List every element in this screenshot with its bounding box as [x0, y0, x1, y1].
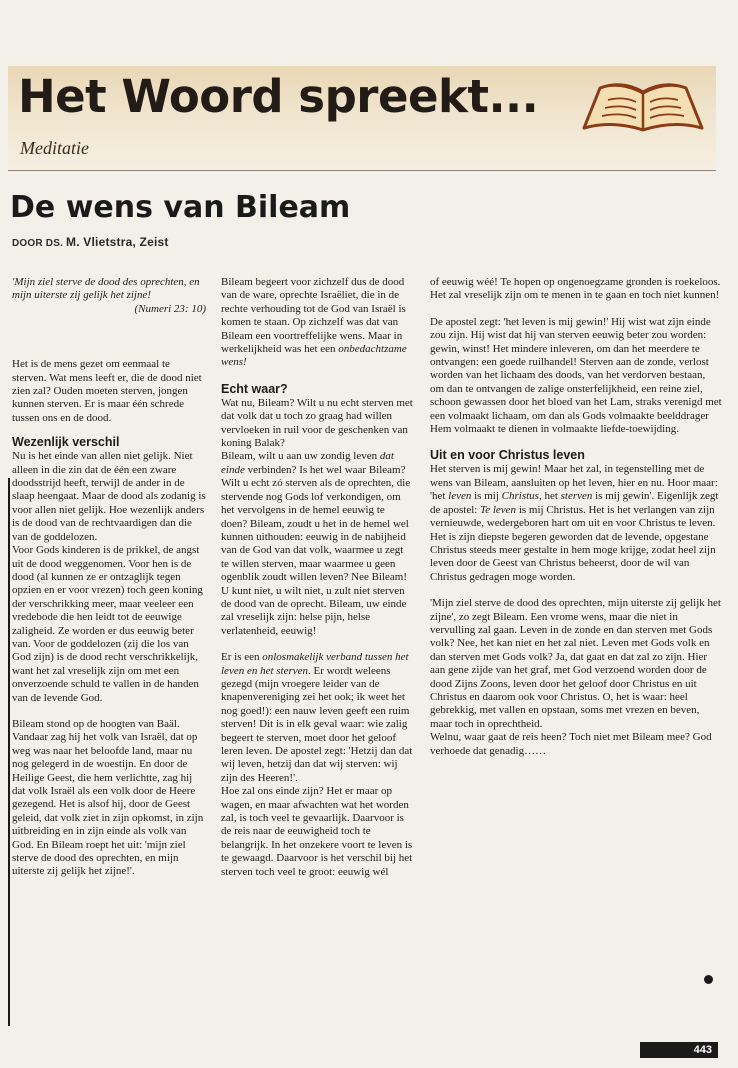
- paragraph: Bileam, wilt u aan uw zondig leven dat einde verbinden? Is het wel waar Bileam? Wilt u echt zó sterven als de oprechten, die stervende nog Gods lof verkondigen, om het vervolgens in de hemel eeuwig te doen? Bileam, zoudt u het in de hemel wel kunnen uithouden: eeuwig in de nabijheid van de God van dat volk, waarmee u zegt te willen sterven, maar waarmee u geen ogenblik zoudt willen leven? Nee Bileam! U kunt niet, u wilt niet, u zult niet sterven de dood van de oprecht. Bileam, uw einde zal vreselijk zijn: helse pijn, helse verlatenheid, eeuwig!: [221, 450, 411, 637]
- banner-divider: [8, 170, 716, 171]
- paragraph: Nu is het einde van allen niet gelijk. Niet alleen in die zin dat de één een zware doodsstrijd heeft, terwijl de ander in de slaap heengaat. Maar de dood als zodanig is voor allen niet gelijk. Hoe wezenlijk anders is de dood van de rechtvaardigen dan die van de goddelozen.: [12, 450, 206, 543]
- paragraph: of eeuwig wéé! Te hopen op ongenoegzame gronden is roekeloos. Het zal vreselijk zijn om te menen in te gaan en toch niet kunnen!: [430, 276, 721, 302]
- epigraph-quote: 'Mijn ziel sterve de dood des oprechten, en mijn uiterste zij gelijk het zijne!: [12, 276, 200, 302]
- article-title: De wens van Bileam: [10, 190, 351, 225]
- text-column-2: [221, 276, 413, 879]
- column-title: Het Woord spreekt...: [18, 70, 539, 123]
- end-of-article-bullet: [704, 975, 713, 984]
- section-heading-wezenlijk-verschil: Wezenlijk verschil: [12, 435, 120, 450]
- page-number: 443: [640, 1042, 718, 1058]
- paragraph: 'Mijn ziel sterve de dood des oprechten, mijn uiterste zij gelijk het zijne', zo zegt Bileam. Een vrome wens, maar die niet in vervulling zal gaan. Leven in de zonde en dan sterven met Gods volk? Nee, het kan niet en het zal niet. Leven met Gods volk en dan sterven met Gods volk? Ja, dat gaat en dat zal zo zijn. Hier aan gene zijde van het graf, met God verzoend worden door de dood Zijns Zoons, leven door het geloof door Christus en uit Christus en daarom ook voor Christus. O, het is waar: heel gebrekkig, met vallen en opstaan, soms met vrezen en beven, maar toch in oprechtheid.: [430, 597, 721, 730]
- paragraph: Voor Gods kinderen is de prikkel, de angst uit de dood weggenomen. Voor hen is de dood (al kunnen ze er ontzaglijk tegen opzien en er voor vrezen) toch geen koning der verschrikking meer, maar veeleer een vredebode die hen leidt tot de eeuwige zaligheid. Ze worden er dus eeuwig beter van. Voor de goddelozen (zij die los van God zijn) is de dood recht verschrikkelijk, want het zal vreselijk zijn om met een onverzoende schuld te vallen in de handen van de levende God.: [12, 544, 203, 704]
- column-1-margin-rule: [8, 478, 10, 1026]
- epigraph-reference: (Numeri 23: 10): [134, 302, 206, 315]
- paragraph: Hoe zal ons einde zijn? Het er maar op wagen, en maar afwachten wat het worden zal, is toch veel te gevaarlijk. Daarvoor is de reis naar de eeuwigheid toch te belangrijk. In het onzekere voort te leven is te gewaagd. Daarvoor is het verschil bij het sterven toch veel te groot: eeuwig wél: [221, 785, 413, 878]
- paragraph: Bileam begeert voor zichzelf dus de dood van de ware, oprechte Israëliet, die in de rechte verhouding tot de God van Israël is komen te staan. Op zichzelf was dat van Bileam een voortreffelijke wens. Maar in werkelijkheid was het een onbedachtzame wens!: [221, 276, 407, 369]
- text-column-1: [12, 276, 206, 879]
- article-byline: [12, 235, 169, 249]
- byline-author: M. Vlietstra, Zeist: [66, 235, 169, 249]
- section-heading-echt-waar: Echt waar?: [221, 381, 288, 396]
- paragraph: De apostel zegt: 'het leven is mij gewin!' Hij wist wat zijn einde zou zijn. Hij wist dat hij van sterven eeuwig beter zou worden: gewin, winst! Het mindere inleveren, om dan het meerdere te ontvangen: een goede ruilhandel! Sterven aan de zonde, verlost worden van het lichaam des doods, van het verdorven bestaan, om dan te ontvangen de zalige onsterfelijkheid, een reine ziel, schoon gewassen door het bloed van het Lam, straks verenigd met een volmaakt lichaam, om dan als Gods volmaakte beelddrager Hem volmaakt te dienen in volmaakte liefde-toewijding.: [430, 315, 722, 436]
- byline-prefix: DOOR DS.: [12, 238, 64, 249]
- paragraph: Het is de mens gezet om eenmaal te sterven. Wat mens leeft er, die de dood niet zien zal? Ouden moeten sterven, jongen kunnen sterven. Er is maar één schrede tussen ons en de dood.: [12, 358, 202, 424]
- section-heading-uit-en-voor-christus-leven: Uit en voor Christus leven: [430, 448, 585, 463]
- paragraph: Welnu, waar gaat de reis heen? Toch niet met Bileam mee? God verhoede dat genadig……: [430, 731, 712, 757]
- paragraph: Het sterven is mij gewin! Maar het zal, in tegenstelling met de wens van Bileam, aansluiten op het leven, hier en nu. Hoor maar: 'het leven is mij Christus, het sterven is mij gewin'. Eigenlijk zegt de apostel: Te leven is mij Christus. Het is het verlangen van zijn vernieuwde, wedergeboren hart om uit en voor Christus te leven. Het is zijn diepste begeren geworden dat de levende, opgestane Christus steeds meer gestalte in hem moge krijge, zodat heel zijn leven door de Geest van Christus beheerst, door de wil van Christus gedragen moge worden.: [430, 463, 719, 583]
- open-book-icon: [578, 78, 708, 134]
- column-subtitle: Meditatie: [20, 138, 89, 158]
- paragraph: Wat nu, Bileam? Wilt u nu echt sterven met dat volk dat u toch zo graag had willen vervloeken in ruil voor de geschenken van koning Balak?: [221, 396, 413, 450]
- text-column-3: [430, 276, 722, 758]
- paragraph: Bileam stond op de hoogten van Baäl. Vandaar zag hij het volk van Israël, dat op weg was naar het beloofde land, maar nu nog gelegerd in de woestijn. En door de Heilige Geest, die hem verlichtte, zag hij dat volk Israël als een volk door de Heere gezegend. Het is alsof hij, door de Geest geleid, dat volk ziet in zijn opkomst, in zijn uitbreiding en in zijn einde als volk van God. En Bileam roept het uit: 'mijn ziel sterve de dood des oprechten, en mijn uiterste zij gelijk het zijne!'.: [12, 717, 204, 878]
- paragraph: Er is een onlosmakelijk verband tussen het leven en het sterven. Er wordt weleens gezegd (mijn vroegere leider van de knapenvereniging zei het ook; ik weet het nog goed!): een nauw leven geeft een ruim sterven! Dit is in elk geval waar: wie zalig begeert te sterven, moet door het geloof leren leven. De apostel zegt: 'Hetzij dan dat wij leven, hetzij dan dat wij sterven: wij zijn des Heeren!'.: [221, 651, 413, 784]
